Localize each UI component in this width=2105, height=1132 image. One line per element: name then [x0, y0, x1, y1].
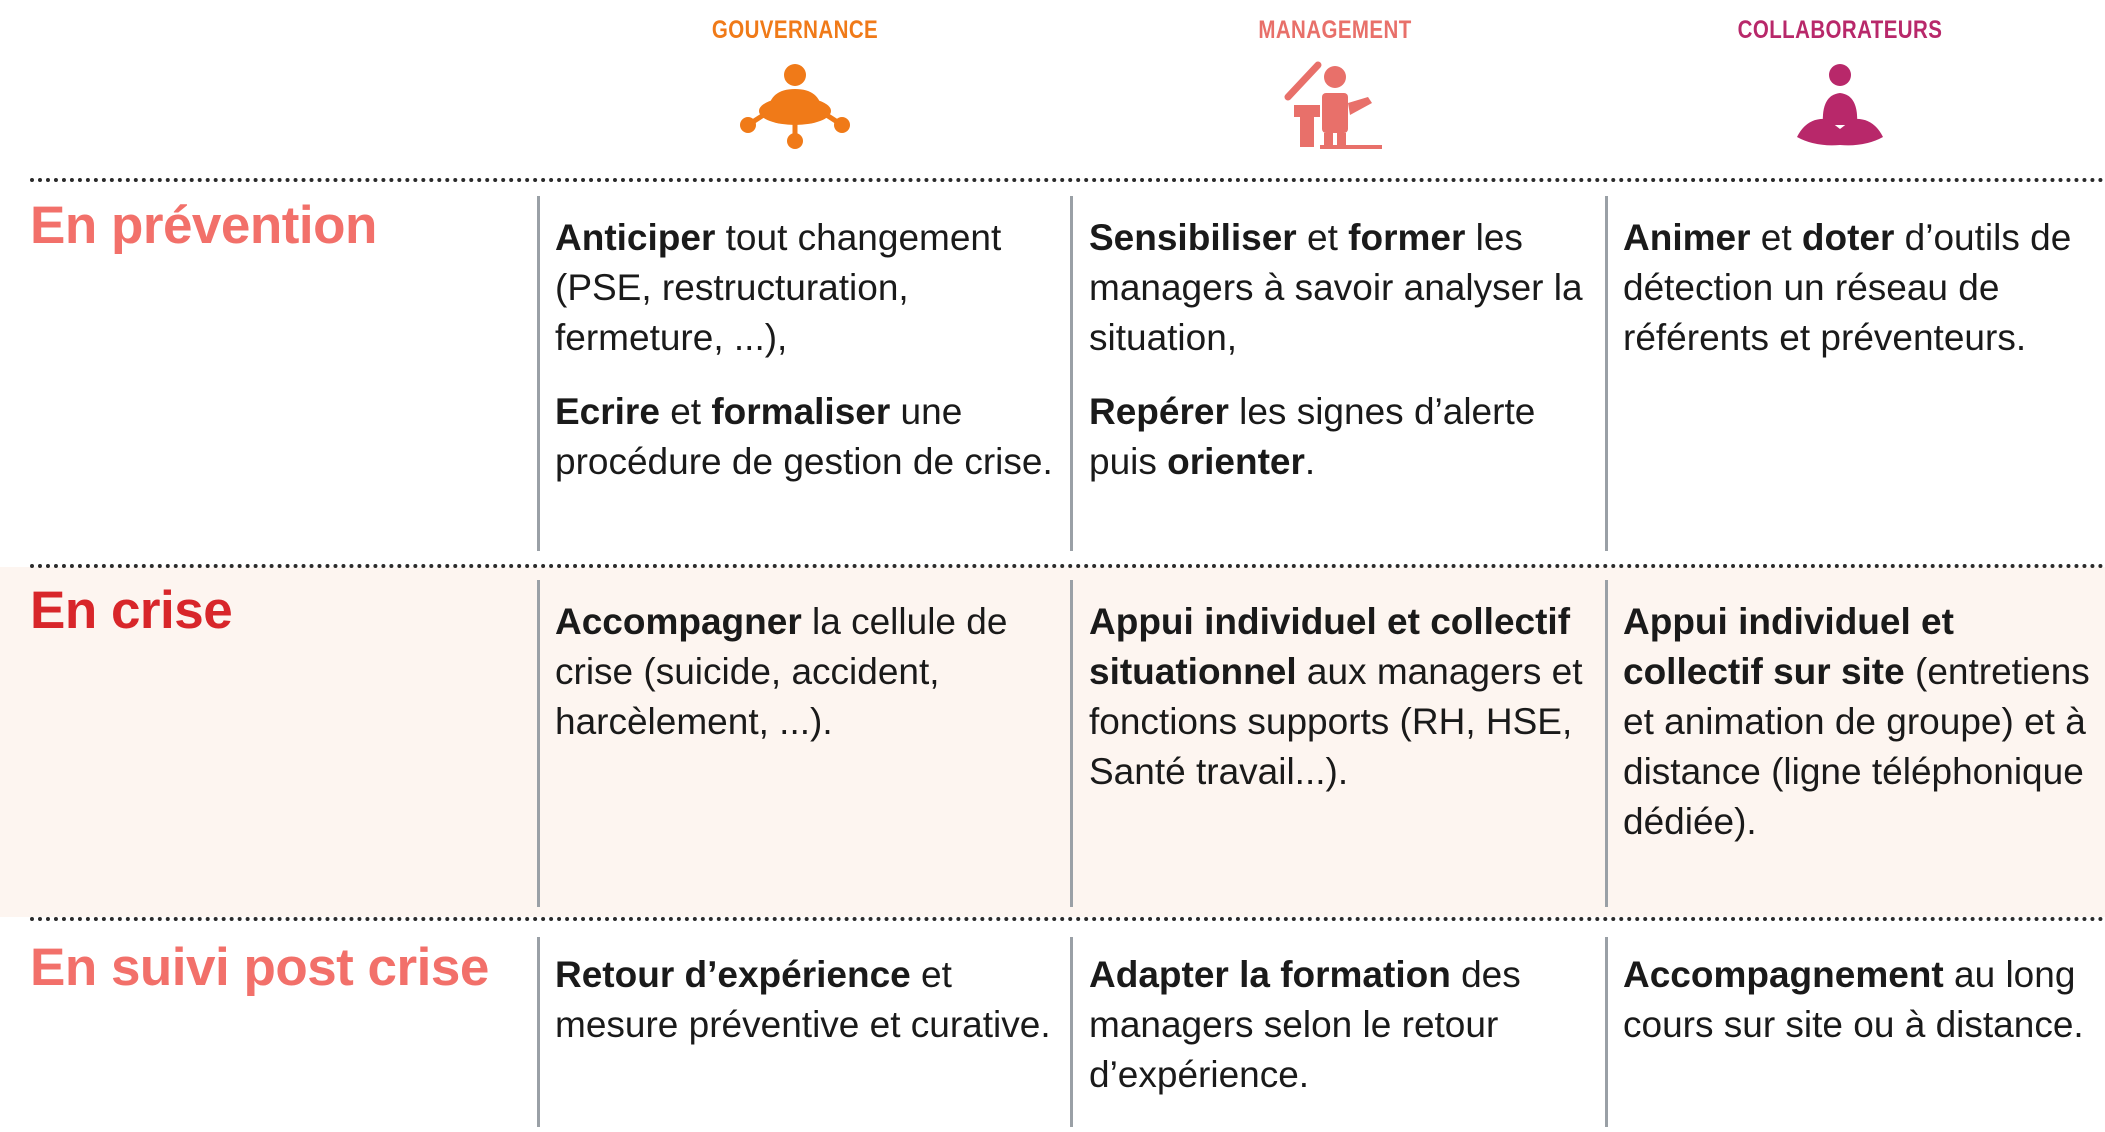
bold-text: Retour d’expérience	[555, 954, 911, 995]
text: une procédure de gestion de crise.	[555, 391, 1053, 482]
cell-crise-collaborateurs	[1623, 597, 2103, 871]
column-divider	[1605, 580, 1608, 907]
column-title-gouvernance: GOUVERNANCE	[711, 16, 879, 44]
cell-paragraph	[1089, 597, 1589, 797]
bold-text: Anticiper	[555, 217, 716, 258]
bold-text: former	[1348, 217, 1466, 258]
column-header-collaborateurs	[1575, 0, 2105, 170]
bold-text: formaliser	[711, 391, 891, 432]
text: les signes d’alerte puis	[1089, 391, 1536, 482]
row-label-suivi-post-crise: En suivi post crise	[30, 938, 489, 997]
cell-crise-gouvernance	[555, 597, 1055, 771]
separator-prevention-crise	[30, 564, 2105, 568]
bold-text: Adapter la formation	[1089, 954, 1451, 995]
cell-paragraph	[555, 597, 1055, 747]
column-divider	[537, 580, 540, 907]
text: la cellule de crise (suicide, accident, harcèlement, ...).	[555, 601, 1008, 742]
meditating-person-icon	[1785, 59, 1895, 149]
presenter-podium-icon	[1280, 59, 1390, 149]
cell-prevention-collaborateurs	[1623, 213, 2103, 387]
cell-suivi-management	[1089, 950, 1589, 1124]
text: et mesure préventive et curative.	[555, 954, 1051, 1045]
bold-text: Accompagnement	[1623, 954, 1944, 995]
row-label-crise: En crise	[30, 581, 233, 640]
cell-paragraph	[555, 387, 1055, 487]
text: et	[1750, 217, 1802, 258]
bold-text: Animer	[1623, 217, 1751, 258]
separator-crise-suivi	[30, 917, 2105, 921]
cell-prevention-management	[1089, 213, 1589, 511]
cell-paragraph	[1623, 597, 2103, 847]
cell-paragraph	[1623, 213, 2103, 363]
row-label-prevention: En prévention	[30, 196, 377, 255]
cell-paragraph	[555, 950, 1055, 1050]
cell-prevention-gouvernance	[555, 213, 1055, 511]
cell-paragraph	[1089, 213, 1589, 363]
column-divider	[1070, 196, 1073, 551]
column-title-management: MANAGEMENT	[1258, 16, 1412, 44]
text: aux managers et fonctions supports (RH, HSE, Santé travail...).	[1089, 651, 1583, 792]
bold-text: Accompagner	[555, 601, 802, 642]
column-header-gouvernance	[530, 0, 1060, 170]
bold-text: Appui individuel et collectif situationnel	[1089, 601, 1571, 692]
bold-text: Repérer	[1089, 391, 1229, 432]
text: (entretiens et animation de groupe) et à distance (ligne téléphonique dédiée).	[1623, 651, 2090, 842]
text: et	[659, 391, 712, 432]
column-divider	[1605, 937, 1608, 1127]
text: tout changement (PSE, restructuration, fermeture, ...),	[555, 217, 1002, 358]
column-divider	[1605, 196, 1608, 551]
text: et	[1296, 217, 1349, 258]
column-header-management	[1070, 0, 1600, 170]
bold-text: orienter	[1167, 441, 1305, 482]
column-title-collaborateurs: COLLABORATEURS	[1737, 16, 1943, 44]
column-divider	[537, 196, 540, 551]
bold-text: Ecrire	[555, 391, 660, 432]
text: les managers à savoir analyser la situation,	[1089, 217, 1583, 358]
cell-crise-management	[1089, 597, 1589, 821]
column-divider	[537, 937, 540, 1127]
text: au long cours sur site ou à distance.	[1623, 954, 2084, 1045]
cell-suivi-collaborateurs	[1623, 950, 2103, 1074]
column-divider	[1070, 580, 1073, 907]
cell-paragraph	[1623, 950, 2103, 1050]
bold-text: doter	[1801, 217, 1895, 258]
network-person-icon	[740, 59, 850, 149]
bold-text: Sensibiliser	[1089, 217, 1297, 258]
text: .	[1304, 441, 1316, 482]
column-divider	[1070, 937, 1073, 1127]
text: des managers selon le retour d’expérience.	[1089, 954, 1521, 1095]
text: d’outils de détection un réseau de référents et préventeurs.	[1623, 217, 2072, 358]
bold-text: Appui individuel et collectif sur site	[1623, 601, 1954, 692]
cell-paragraph	[1089, 387, 1589, 487]
cell-paragraph	[1089, 950, 1589, 1100]
separator-top	[30, 178, 2105, 182]
cell-suivi-gouvernance	[555, 950, 1055, 1074]
cell-paragraph	[555, 213, 1055, 363]
